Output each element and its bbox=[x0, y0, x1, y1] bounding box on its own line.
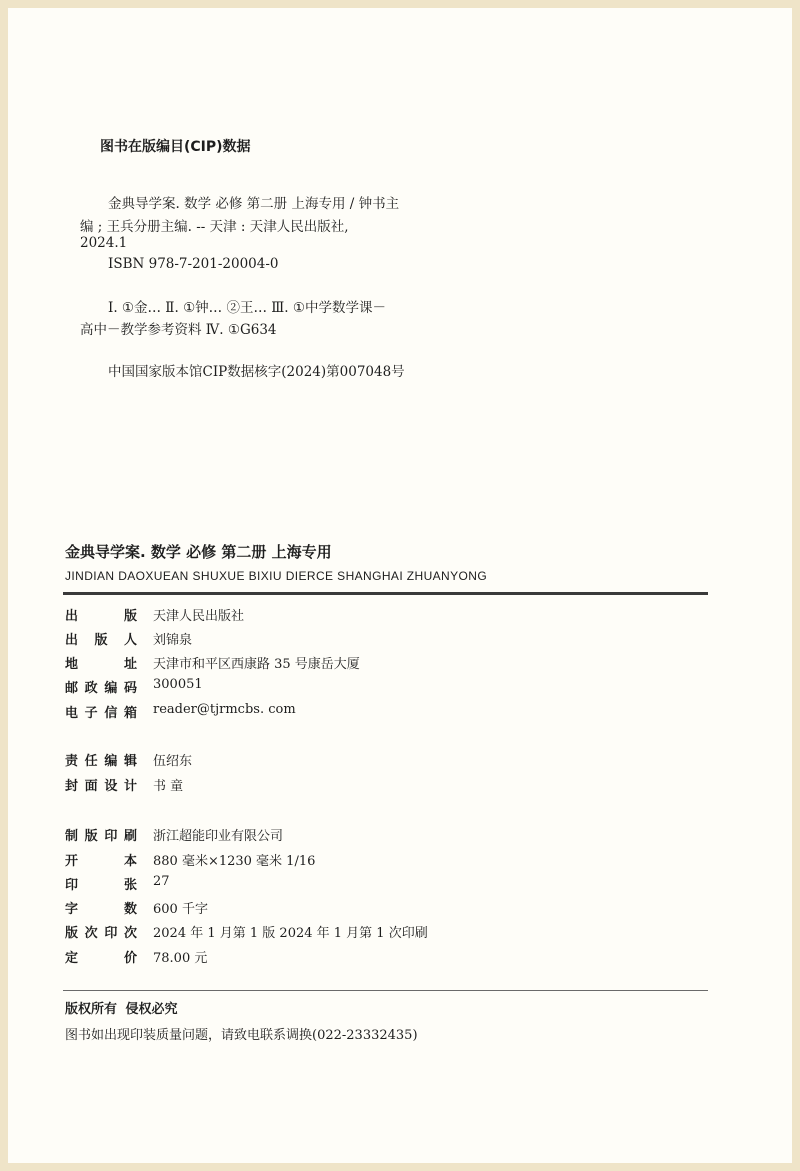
rights-title: 版权所有 侵权必究 bbox=[65, 1002, 178, 1017]
info-value: 伍绍东 bbox=[153, 754, 193, 769]
info-label: 出版人 bbox=[65, 633, 137, 648]
book-title: 金典导学案. 数学 必修 第二册 上海专用 bbox=[65, 543, 332, 561]
cip-line: Ⅰ. ①金… Ⅱ. ①钟… ②王… Ⅲ. ①中学数学课－ bbox=[108, 300, 386, 316]
rights-note: 图书如出现印装质量问题，请致电联系调换(022-23332435) bbox=[65, 1028, 418, 1043]
info-label: 出版 bbox=[65, 609, 137, 624]
info-value: 刘锦泉 bbox=[153, 633, 193, 648]
info-value: 天津人民出版社 bbox=[153, 609, 245, 624]
cip-line: 2024.1 bbox=[80, 235, 128, 251]
cip-line: 编 ; 王兵分册主编. -- 天津 : 天津人民出版社, bbox=[80, 219, 349, 235]
info-value: 78.00 元 bbox=[153, 951, 208, 966]
info-value: 天津市和平区西康路 35 号康岳大厦 bbox=[153, 657, 360, 672]
cip-record-number: 中国国家版本馆CIP数据核字(2024)第007048号 bbox=[108, 364, 405, 380]
divider bbox=[63, 592, 708, 595]
book-pinyin-title: JINDIAN DAOXUEAN SHUXUE BIXIU DIERCE SHANGHAI ZHUANYONG bbox=[65, 569, 488, 583]
info-label: 印张 bbox=[65, 878, 137, 893]
info-label: 开本 bbox=[65, 854, 137, 869]
copyright-page bbox=[8, 8, 792, 1163]
info-label: 定价 bbox=[65, 951, 137, 966]
info-label: 电子信箱 bbox=[65, 706, 137, 721]
info-value: 浙江超能印业有限公司 bbox=[153, 829, 284, 844]
info-value: 300051 bbox=[153, 677, 203, 692]
info-label: 责任编辑 bbox=[65, 754, 137, 769]
info-label: 字数 bbox=[65, 902, 137, 917]
info-label: 邮政编码 bbox=[65, 681, 137, 696]
info-value: 书 童 bbox=[153, 779, 184, 794]
info-label: 地址 bbox=[65, 657, 137, 672]
info-label: 版次印次 bbox=[65, 926, 137, 941]
cip-line: 金典导学案. 数学 必修 第二册 上海专用 / 钟书主 bbox=[108, 196, 400, 212]
info-label: 封面设计 bbox=[65, 779, 137, 794]
info-value: reader@tjrmcbs. com bbox=[153, 702, 296, 717]
cip-title: 图书在版编目(CIP)数据 bbox=[100, 139, 251, 155]
cip-isbn: ISBN 978-7-201-20004-0 bbox=[108, 256, 279, 272]
info-value: 2024 年 1 月第 1 版 2024 年 1 月第 1 次印刷 bbox=[153, 926, 428, 941]
info-label: 制版印刷 bbox=[65, 829, 137, 844]
info-value: 600 千字 bbox=[153, 902, 208, 917]
info-value: 27 bbox=[153, 874, 170, 889]
cip-line: 高中－教学参考资料 Ⅳ. ①G634 bbox=[80, 322, 277, 338]
info-value: 880 毫米×1230 毫米 1/16 bbox=[153, 854, 316, 869]
divider bbox=[63, 990, 708, 991]
